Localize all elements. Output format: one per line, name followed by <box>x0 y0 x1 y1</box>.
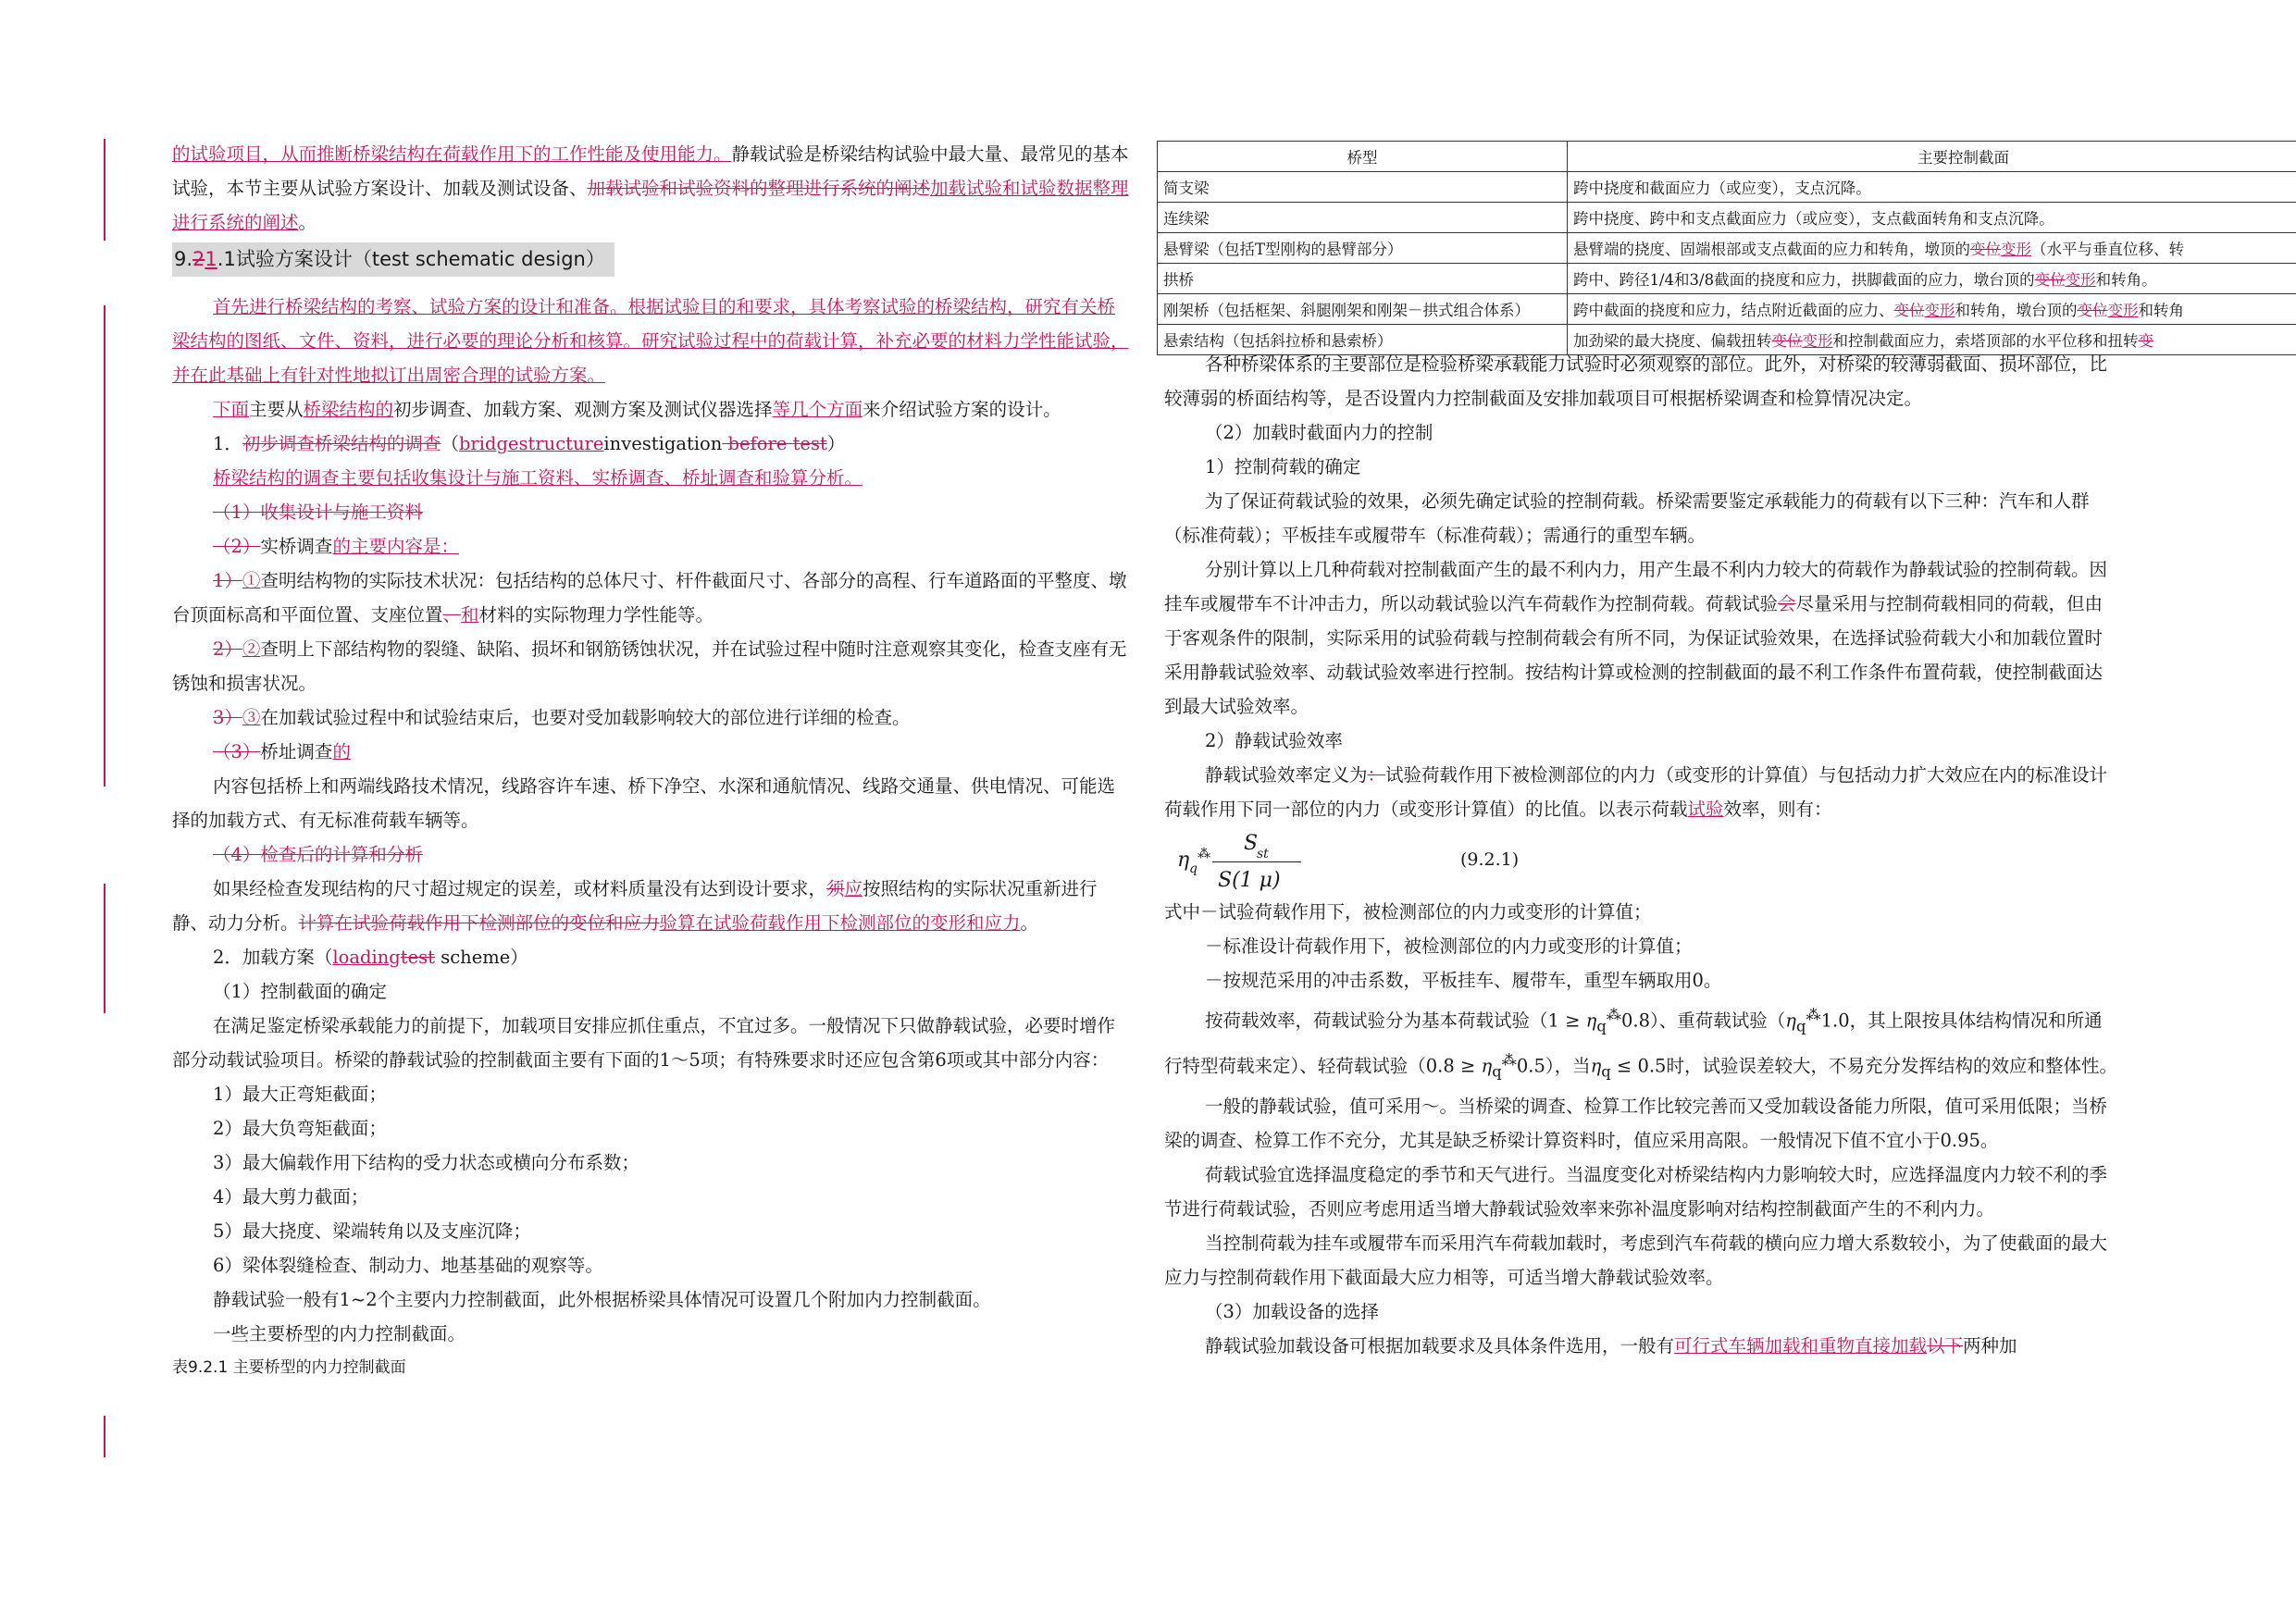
paragraph: 当控制荷载为挂车或履带车而采用汽车荷载加载时，考虑到汽车荷载的横向应力增大系数较小，为了使截面的最大应力与控制荷载作用下截面最大应力相等，可适当增大静载试验效率。 <box>1164 1232 2108 1288</box>
text-run: 查明结构物的实际技术状况：包括结构的总体尺寸、杆件截面尺寸、各部分的高程、行车道路面的平整度、墩台顶面标高和平面位置、支座位置 <box>172 570 1127 626</box>
paragraph: 荷载试验宜选择温度稳定的季节和天气进行。当温度变化对桥梁结构内力影响较大时，应选择温度内力较不利的季节进行荷载试验，否则应考虑用适当增大静载试验效率来弥补温度影响对结构控制截面产生的不利内力。 <box>1164 1163 2108 1220</box>
text-run: （水平与垂直位移、转 <box>2031 241 2184 258</box>
table-cell <box>1158 264 1568 294</box>
sub-heading: （1）控制截面的确定 <box>213 981 387 1002</box>
intro-paragraph <box>172 137 1129 240</box>
table-header-row <box>1158 142 2296 172</box>
deleted-text: 变位 <box>1970 241 2001 258</box>
deleted-text: 须 <box>826 878 845 899</box>
text-run: 来介绍试验方案的设计。 <box>863 399 1061 420</box>
table-cell <box>1568 233 2296 264</box>
inserted-text: 变形 <box>1924 302 1955 319</box>
paragraph <box>1164 758 2117 826</box>
subsection-title <box>172 940 1129 974</box>
inserted-text: 试验 <box>1687 799 1724 820</box>
sub-heading: （3）加载设备的选择 <box>1205 1300 1379 1322</box>
list-item: 6）梁体裂缝检查、制动力、地基基础的观察等。 <box>213 1255 603 1276</box>
text-run: （ <box>441 433 459 454</box>
text-run: 悬索结构（包括斜拉桥和悬索桥） <box>1163 332 1393 350</box>
list-item <box>172 735 1129 769</box>
paragraph: 按荷载效率，荷载试验分为基本荷载试验$(1 \ge \eta_q^⁂0.8)$、重荷载试验（$\eta_q^⁂1.0$，其上限按具体结构情况和所通行特型荷载来定）、轻荷载试验$(0.8 \ge \eta_q^⁂0.5)$，当$\eta_q \le 0.5$时，试验误差较大，不易充分发挥结构的效应和整体性。 <box>1164 1006 2117 1081</box>
table-row <box>1158 203 2296 233</box>
paragraph: 静载试验一般有1~2个主要内力控制截面，此外根据桥梁具体情况可设置几个附加内力控制截面。 <box>213 1289 991 1310</box>
text-run: 桥址调查 <box>260 741 333 762</box>
deleted-text: 3） <box>213 707 242 728</box>
inserted-text: bridgestructure <box>458 433 604 454</box>
subsection-title <box>172 427 1129 461</box>
text-run: 刚架桥（包括框架、斜腿刚架和刚架－拱式组合体系） <box>1163 302 1530 319</box>
paragraph: 式中－试验荷载作用下，被检测部位的内力或变形的计算值； <box>1164 901 1652 923</box>
deleted-text: before test <box>722 433 827 454</box>
deleted-text: ： <box>1367 764 1386 786</box>
text-run: 。 <box>298 212 317 233</box>
list-item <box>172 529 1129 564</box>
paragraph-inserted: 桥梁结构的调查主要包括收集设计与施工资料、实桥调查、桥址调查和验算分析。 <box>213 467 863 489</box>
revision-bar <box>104 139 105 241</box>
text-run: 查明上下部结构物的裂缝、缺陷、损坏和钢筋锈蚀状况，并在试验过程中随时注意观察其变化，检查支座有无锈蚀和损害状况。 <box>172 638 1127 694</box>
text-run: 加劲梁的最大挠度、偏载扭转 <box>1573 332 1772 350</box>
text-run: investigation <box>603 433 723 454</box>
left-column <box>172 137 1129 1385</box>
inserted-text: 可行式车辆加载和重物直接加载 <box>1674 1334 1928 1357</box>
inserted-text: ③ <box>242 707 261 728</box>
text-run: 跨中挠度、跨中和支点截面应力（或应变），支点截面转角和支点沉降。 <box>1573 210 2054 228</box>
paragraph <box>1164 1329 2117 1363</box>
paragraph: 在满足鉴定桥梁承载能力的前提下，加载项目安排应抓住重点，不宜过多。一般情况下只做静载试验，必要时增作部分动载试验项目。桥梁的静载试验的控制截面主要有下面的1～5项；有特殊要求时还应包含第6项或其中部分内容： <box>172 1015 1116 1071</box>
list-item: 3）最大偏载作用下结构的受力状态或横向分布系数； <box>213 1152 639 1173</box>
section-heading: 9.21.1试验方案设计（test schematic design） <box>172 242 1129 277</box>
deleted-text: 初步调查桥梁结构的调查 <box>242 433 441 454</box>
paragraph: 为了保证荷载试验的效果，必须先确定试验的控制荷载。桥梁需要鉴定承载能力的荷载有以下三种：汽车和人群（标准荷载）；平板挂车或履带车（标准荷载）；需通行的重型车辆。 <box>1164 490 2090 546</box>
text-run: 跨中截面的挠度和应力，结点附近截面的应力、 <box>1573 302 1894 319</box>
text-run: 静载试验效率定义为 <box>1205 764 1368 786</box>
text-run: 静载试验加载设备可根据加载要求及具体条件选用，一般有 <box>1205 1334 1675 1357</box>
text-run: 拱桥 <box>1163 271 1194 289</box>
text-run: 和转角。 <box>2095 271 2157 289</box>
revision-bar <box>104 884 105 1013</box>
inserted-text: 加载试验和试验数据整理进行系统的阐述 <box>172 178 1129 233</box>
text-run: 分别计算以上几种荷载对控制截面产生的最不利内力，用产生最不利内力较大的荷载作为静载试验的控制荷载。因挂车或履带车不计冲击力，所以动载试验以汽车荷载作为控制荷载。荷载试验 <box>1164 559 2108 614</box>
text-run: 主要从 <box>249 399 304 420</box>
deleted-text: 变位 <box>1893 302 1925 319</box>
text-run: 初步调查、加载方案、观测方案及测试仪器选择 <box>393 399 773 420</box>
list-item-deleted: （4）检查后的计算和分析 <box>213 844 423 865</box>
list-item: 1）最大正弯矩截面； <box>213 1084 387 1105</box>
text-run: 1． <box>213 433 242 454</box>
table-cell <box>1568 294 2296 325</box>
table-row <box>1158 264 2296 294</box>
list-item-deleted: （1）收集设计与施工资料 <box>213 502 423 523</box>
inserted-text: ② <box>242 638 261 660</box>
table-row <box>1158 294 2296 325</box>
paragraph <box>172 392 1129 427</box>
revision-bar <box>104 305 105 787</box>
inserted-text: 变形 <box>2001 241 2031 258</box>
table-caption: 表9.2.1 主要桥型的内力控制截面 <box>172 1358 406 1377</box>
deleted-text: 计算在试验荷载作用下检测部位的变位和应力 <box>298 912 660 934</box>
text-run: 简支梁 <box>1163 180 1210 197</box>
paragraph <box>172 872 1129 940</box>
text-run: 两种加 <box>1963 1334 2017 1357</box>
table-cell <box>1568 172 2296 203</box>
table-header-cell: 主要控制截面 <box>1568 142 2296 172</box>
text-run: 悬臂梁（包括T型刚构的悬臂部分） <box>1163 241 1403 258</box>
sub-heading: 1）控制荷载的确定 <box>1205 456 1361 477</box>
deleted-text: 变位 <box>2034 271 2066 289</box>
list-item: 2）最大负弯矩截面； <box>213 1118 387 1139</box>
text-run: 2．加载方案（ <box>213 947 333 968</box>
inserted-text: 的 <box>332 741 351 762</box>
paragraph: 内容包括桥上和两端线路技术情况，线路容许车速、桥下净空、水深和通航情况、线路交通量、供电情况、可能选择的加载方式、有无标准荷载车辆等。 <box>172 775 1116 831</box>
deleted-text: 会 <box>1778 593 1796 614</box>
inserted-text: 桥梁结构的 <box>303 399 394 420</box>
table-cell <box>1158 294 1568 325</box>
text-run: 连续梁 <box>1163 210 1210 228</box>
table-cell <box>1158 203 1568 233</box>
deleted-text: （3） <box>213 741 261 762</box>
sub-heading: 2）静载试验效率 <box>1205 730 1343 751</box>
inserted-text: 的试验项目，从而推断桥梁结构在荷载作用下的工作性能及使用能力。 <box>172 143 732 165</box>
inserted-text: 变形 <box>2065 271 2096 289</box>
text-run: 。 <box>1020 912 1039 934</box>
text-run: ） <box>826 433 846 454</box>
text-run: 效率，则有： <box>1723 799 1832 820</box>
table-cell <box>1158 172 1568 203</box>
paragraph <box>1164 552 2117 724</box>
right-column <box>1164 347 2117 1363</box>
text-run: 试验荷载作用下被检测部位的内力（或变形的计算值）与包括动力扩大效应在内的标准设计荷载作用下同一部位的内力（或变形计算值）的比值。以表示荷载 <box>1164 764 2108 820</box>
table-row <box>1158 233 2296 264</box>
text-run: 悬臂端的挠度、固端根部或支点截面的应力和转角，墩顶的 <box>1573 241 1970 258</box>
table-cell <box>1568 264 2296 294</box>
deleted-text: 、 <box>442 604 462 626</box>
inserted-text: 验算在试验荷载作用下检测部位的变形和应力 <box>659 912 1021 934</box>
paragraph: 一般的静载试验，值可采用～。当桥梁的调查、检算工作比较完善而又受加载设备能力所限，值可采用低限；当桥梁的调查、检算工作不充分，尤其是缺乏桥梁计算资料时，值应采用高限。一般情况下值不宜小于0.95。 <box>1164 1095 2108 1151</box>
text-run: 和控制截面应力，索塔顶部的水平位移和扭转 <box>1832 332 2139 350</box>
paragraph: 各种桥梁体系的主要部位是检验桥梁承载能力试验时必须观察的部位。此外，对桥梁的较薄弱截面、损坏部位，比较薄弱的桥面结构等，是否设置内力控制截面及安排加载项目可根据桥梁调查和检算情况决定。 <box>1164 353 2108 409</box>
text-run: 实桥调查 <box>260 536 333 557</box>
table-header-cell: 桥型 <box>1158 142 1568 172</box>
deleted-text: 以下 <box>1927 1334 1964 1357</box>
list-item: 4）最大剪力截面； <box>213 1186 369 1208</box>
revision-bar <box>104 1416 105 1457</box>
inserted-text: ① <box>242 570 261 591</box>
text-run: 和转角 <box>2138 302 2184 319</box>
text-run: 跨中、跨径1/4和3/8截面的挠度和应力，拱脚截面的应力，墩台顶的 <box>1573 271 2035 289</box>
control-section-table <box>1157 141 2296 355</box>
table-cell <box>1158 233 1568 264</box>
text-run: 和转角，墩台顶的 <box>1955 302 2078 319</box>
paragraph: －按规范采用的冲击系数，平板挂车、履带车，重型车辆取用0。 <box>1205 970 1722 991</box>
paragraph: －标准设计荷载作用下，被检测部位的内力或变形的计算值； <box>1205 935 1693 957</box>
text-run: 材料的实际物理力学性能等。 <box>478 604 714 626</box>
deleted-text: 变位 <box>1771 332 1803 350</box>
inserted-text: 下面 <box>213 399 250 420</box>
paragraph-inserted: 首先进行桥梁结构的考察、试验方案的设计和准备。根据试验目的和要求，具体考察试验的桥梁结构，研究有关桥梁结构的图纸、文件、资料，进行必要的理论分析和核算。研究试验过程中的荷载计算，补充必要的材料力学性能试验，并在此基础上有针对性地拟订出周密合理的试验方案。 <box>172 296 1129 386</box>
list-item <box>172 700 1129 735</box>
deleted-text: test <box>400 947 436 968</box>
text-run: 静载试验是桥梁结构试验中最大量、最常见的基本试验，本节主要从试验方案设计、加载及测试设备、 <box>172 143 1129 199</box>
efficiency-formula: η q ⁂ S st S(1 μ) (9.2.1) <box>1177 832 1520 892</box>
deleted-text: 变 <box>2138 332 2153 350</box>
deleted-text: 加载试验和试验资料的整理进行系统的阐述 <box>587 178 931 199</box>
inserted-text: 应 <box>844 878 863 899</box>
deleted-text: （2） <box>213 536 261 557</box>
inserted-text: 等几个方面 <box>772 399 863 420</box>
sub-heading: （2）加载时截面内力的控制 <box>1205 422 1433 443</box>
deleted-text: 1） <box>213 570 242 591</box>
inserted-text: 变形 <box>2107 302 2139 319</box>
inserted-text: 变形 <box>1802 332 1833 350</box>
text-run: 如果经检查发现结构的尺寸超过规定的误差，或材料质量没有达到设计要求， <box>213 878 827 899</box>
paragraph: 一些主要桥型的内力控制截面。 <box>213 1323 466 1344</box>
table-row <box>1158 172 2296 203</box>
text-run: 尽量采用与控制荷载相同的荷载，但由于客观条件的限制，实际采用的试验荷载与控制荷载会有所不同，为保证试验效果，在选择试验荷载大小和加载位置时采用静载试验效率、动载试验效率进行控制。按结构计算或检测的控制截面的最不利工作条件布置荷载，使控制截面达到最大试验效率。 <box>1164 593 2104 717</box>
table-cell <box>1568 203 2296 233</box>
list-item <box>172 564 1129 632</box>
text-run: 在加载试验过程中和试验结束后，也要对受加载影响较大的部位进行详细的检查。 <box>260 707 911 728</box>
inserted-text: 的主要内容是： <box>332 536 459 557</box>
list-item <box>172 632 1129 700</box>
text-run: 跨中挠度和截面应力（或应变），支点沉降。 <box>1573 180 1871 197</box>
list-item: 5）最大挠度、梁端转角以及支座沉降； <box>213 1220 531 1242</box>
text-run: scheme） <box>435 947 528 968</box>
text-run: 按照结构的实际状况重新进行静、动力分析。 <box>172 878 1098 934</box>
control-section-list <box>172 1077 1129 1282</box>
inserted-text: loading <box>332 947 401 968</box>
inserted-text: 和 <box>461 604 479 626</box>
deleted-text: 变位 <box>2077 302 2108 319</box>
deleted-text: 2） <box>213 638 242 660</box>
